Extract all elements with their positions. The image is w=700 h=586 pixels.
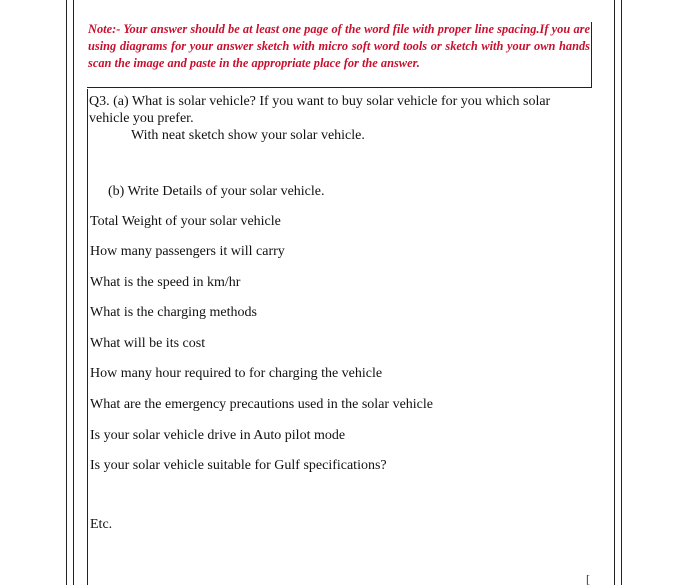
detail-item: What are the emergency precautions used in the solar vehicle — [90, 397, 433, 412]
detail-item: Total Weight of your solar vehicle — [90, 214, 281, 229]
detail-item: What is the charging methods — [90, 305, 257, 320]
page-border-right-inner — [614, 0, 615, 585]
question-part-a: Q3. (a) What is solar vehicle? If you want to buy solar vehicle for you which solar vehicle you prefer. — [89, 94, 551, 126]
detail-item: How many passengers it will carry — [90, 244, 285, 259]
page-border-left-outer — [66, 0, 67, 585]
detail-item: What is the speed in km/hr — [90, 275, 241, 290]
question-part-b: (b) Write Details of your solar vehicle. — [108, 184, 325, 199]
detail-item: Is your solar vehicle drive in Auto pilot mode — [90, 428, 346, 443]
detail-item: Is your solar vehicle suitable for Gulf specifications? — [90, 458, 387, 473]
detail-item: What will be its cost — [90, 336, 206, 351]
detail-item: How many hour required to for charging the vehicle — [90, 366, 383, 381]
note-text: Note:- Your answer should be at least one page of the word file with proper line spacing.If you are using diagrams for your answer sketch with micro soft word tools or sketch with your own hands scan the image and paste in the appropriate place for the answer. — [88, 22, 590, 70]
page-border-right-outer — [621, 0, 622, 585]
question-part-a-sketch: With neat sketch show your solar vehicle. — [131, 128, 365, 143]
corner-bracket-mark: [ — [586, 572, 590, 586]
page-border-left-inner — [73, 0, 74, 585]
closing-etc: Etc. — [90, 517, 113, 532]
